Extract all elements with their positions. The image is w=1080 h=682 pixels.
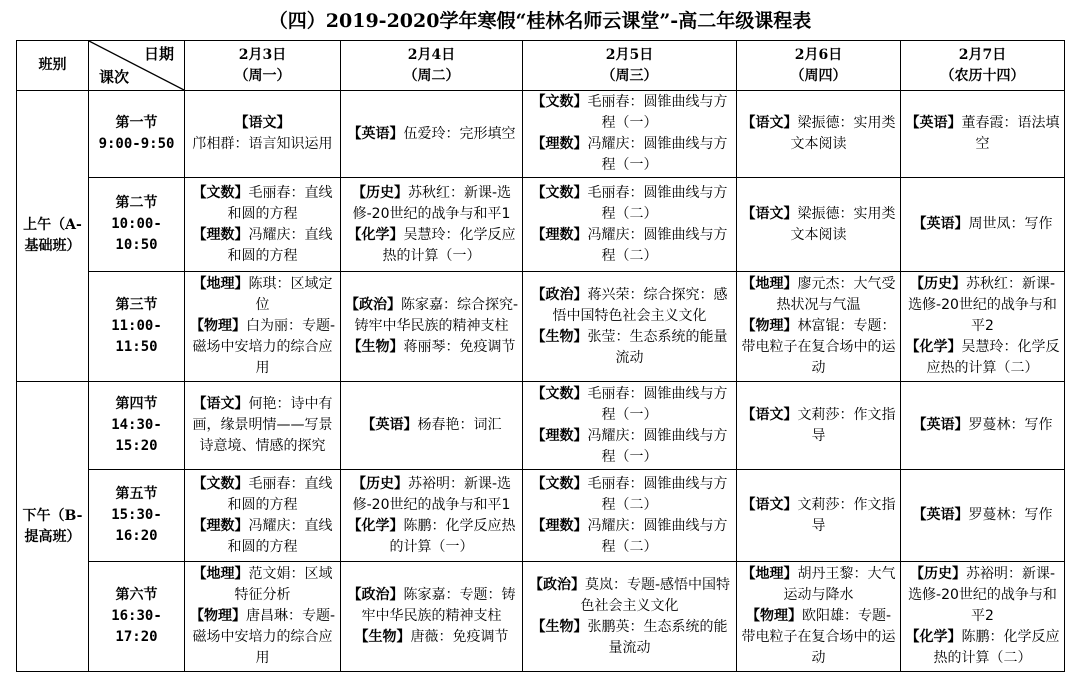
course-text: 毛丽春：圆锥曲线与方程（一） (587, 385, 728, 423)
session-label: 上午（A-基础班） (23, 217, 82, 254)
period-time: 15:30-16:20 (111, 507, 162, 544)
course-text: 胡丹王黎：大气运动与降水 (783, 566, 896, 603)
subject-tag: 【英语】 (912, 216, 969, 232)
course-text: 廖元杰：大气受热状况与气温 (776, 276, 896, 313)
course-cell (901, 382, 1065, 470)
course-text: 冯耀庆：圆锥曲线与方程（二） (587, 517, 728, 555)
subject-tag: 【英语】 (361, 417, 418, 433)
day-header (523, 41, 737, 91)
class-header: 班别 (17, 41, 89, 91)
day-weekday: （周一） (234, 67, 291, 84)
course-cell (523, 91, 737, 178)
period-time: 14:30-15:20 (111, 417, 162, 454)
day-date: 2月7日 (958, 46, 1007, 63)
course-text: 冯耀庆：直线和圆的方程 (227, 517, 333, 555)
course-text: 唐昌琳：专题-磁场中安培力的综合应用 (192, 608, 336, 666)
subject-tag: 【文数】 (531, 184, 588, 201)
subject-tag: 【语文】 (741, 496, 798, 513)
course-entry (526, 474, 733, 516)
subject-tag: 【地理】 (192, 566, 249, 582)
course-entry (904, 505, 1061, 526)
course-entry (344, 474, 519, 516)
course-text: 陈鹏：化学反应热的计算（一） (389, 517, 516, 555)
day-header (185, 41, 341, 91)
course-text: 伍爱玲：完形填空 (403, 125, 516, 142)
day-weekday: （周二） (403, 67, 460, 84)
diagonal-header (89, 41, 185, 91)
course-entry (188, 606, 337, 669)
course-cell (185, 91, 341, 178)
course-text: 范文娟：区域特征分析 (234, 566, 333, 603)
period-cell (89, 178, 185, 272)
table-row (17, 272, 1065, 382)
course-text: 罗蔓林：写作 (968, 507, 1053, 523)
subject-tag: 【理数】 (531, 136, 588, 152)
subject-tag: 【化学】 (347, 226, 404, 243)
course-text: 陈家嘉：专题：铸牢中华民族的精神支柱 (361, 587, 516, 624)
course-text: 毛丽春：圆锥曲线与方程（二） (587, 475, 728, 513)
subject-tag: 【文数】 (192, 475, 249, 492)
period-time: 16:30-17:20 (111, 608, 162, 645)
day-header (737, 41, 901, 91)
course-entry (740, 606, 897, 669)
course-entry (904, 274, 1061, 337)
table-row (17, 178, 1065, 272)
session-cell (17, 91, 89, 382)
period-time: 9:00-9:50 (98, 136, 175, 152)
course-text: 毛丽春：圆锥曲线与方程（二） (587, 184, 728, 222)
course-cell (737, 272, 901, 382)
course-entry (188, 564, 337, 606)
course-text: 杨春艳：词汇 (417, 417, 502, 433)
course-cell (737, 470, 901, 562)
course-text: 邝相群：语言知识运用 (192, 136, 333, 152)
course-entry (526, 384, 733, 426)
day-date: 2月6日 (794, 46, 843, 63)
course-entry (740, 113, 897, 155)
date-label: 日期 (143, 45, 174, 63)
subject-tag: 【地理】 (192, 276, 249, 292)
subject-tag: 【政治】 (531, 286, 588, 303)
course-text: 白为丽：专题-磁场中安培力的综合应用 (192, 318, 336, 376)
period-name: 第二节 (115, 195, 158, 211)
course-cell (523, 272, 737, 382)
course-cell (523, 382, 737, 470)
course-entry (344, 337, 519, 358)
course-text: 苏裕明：新课-选修-20世纪的战争与和平2 (908, 566, 1057, 624)
subject-tag: 【文数】 (531, 94, 588, 110)
course-entry (740, 316, 897, 379)
course-entry (526, 225, 733, 267)
period-time: 10:00-10:50 (111, 216, 162, 253)
period-cell (89, 91, 185, 178)
course-entry (188, 316, 337, 379)
course-entry (904, 564, 1061, 627)
course-cell (901, 91, 1065, 178)
subject-tag: 【生物】 (347, 339, 404, 355)
course-entry (344, 415, 519, 436)
subject-tag: 【理数】 (192, 517, 249, 534)
course-text: 毛丽春：圆锥曲线与方程（一） (587, 94, 728, 131)
course-text: 苏裕明：新课-选修-20世纪的战争与和平1 (352, 475, 512, 513)
course-text: 张莹：生态系统的能量流动 (587, 328, 728, 366)
course-text: 吴慧玲：化学反应热的计算（二） (926, 339, 1060, 376)
course-cell (185, 562, 341, 672)
subject-tag: 【文数】 (531, 475, 588, 492)
subject-tag: 【生物】 (531, 618, 588, 635)
course-text: 冯耀庆：圆锥曲线与方程（一） (587, 427, 728, 465)
subject-tag: 【理数】 (192, 226, 249, 243)
subject-tag: 【语文】 (192, 396, 249, 412)
day-date: 2月5日 (605, 46, 654, 63)
course-entry (740, 204, 897, 246)
course-text: 欧阳雄：专题-带电粒子在复合场中的运动 (741, 608, 896, 666)
course-entry (526, 285, 733, 327)
course-cell (737, 382, 901, 470)
course-text: 蒋兴荣：综合探究：感悟中国特色社会主义文化 (552, 286, 728, 324)
course-entry (904, 415, 1061, 436)
table-row (17, 382, 1065, 470)
course-entry (740, 495, 897, 537)
day-weekday: （周四） (790, 67, 847, 84)
subject-tag: 【文数】 (192, 184, 249, 201)
course-entry (740, 405, 897, 447)
subject-tag: 【语文】 (741, 115, 798, 131)
course-text: 周世凤：写作 (968, 216, 1053, 232)
course-text: 林富锟：专题：带电粒子在复合场中的运动 (741, 318, 896, 376)
period-time: 11:00-11:50 (111, 318, 162, 355)
course-text: 梁振德：实用类文本阅读 (790, 115, 896, 152)
period-cell (89, 382, 185, 470)
day-header (341, 41, 523, 91)
course-text: 陈家嘉：综合探究-铸牢中华民族的精神支柱 (354, 297, 519, 334)
course-text: 陈琪：区域定位 (248, 276, 333, 313)
course-text: 莫岚：专题-感悟中国特色社会主义文化 (580, 576, 731, 614)
course-entry (904, 113, 1061, 155)
course-cell (523, 562, 737, 672)
course-text: 何艳：诗中有画，缘景明情——写景诗意境、情感的探究 (192, 396, 333, 454)
course-entry (188, 516, 337, 558)
subject-tag: 【文数】 (531, 385, 588, 402)
course-entry (344, 585, 519, 627)
course-text: 唐薇：免疫调节 (410, 629, 509, 645)
course-entry (526, 617, 733, 659)
period-name: 第三节 (115, 297, 158, 313)
subject-tag: 【历史】 (351, 475, 408, 492)
subject-tag: 【化学】 (347, 517, 404, 534)
course-entry (344, 183, 519, 225)
course-cell (341, 91, 523, 178)
course-text: 梁振德：实用类文本阅读 (790, 205, 896, 243)
subject-tag: 【理数】 (531, 517, 588, 534)
subject-tag: 【物理】 (189, 608, 246, 624)
subject-tag: 【地理】 (741, 566, 798, 582)
day-date: 2月4日 (407, 46, 456, 63)
period-name: 第六节 (115, 587, 158, 603)
course-entry (740, 564, 897, 606)
subject-tag: 【物理】 (745, 608, 802, 624)
course-cell (523, 178, 737, 272)
day-weekday: （农历十四） (940, 67, 1025, 84)
subject-tag: 【地理】 (741, 276, 798, 292)
course-cell (185, 382, 341, 470)
course-text: 罗蔓林：写作 (968, 417, 1053, 433)
course-entry (904, 214, 1061, 235)
subject-tag: 【语文】 (234, 115, 291, 131)
subject-tag: 【语文】 (741, 406, 798, 423)
table-row (17, 562, 1065, 672)
course-cell (901, 470, 1065, 562)
course-cell (901, 562, 1065, 672)
course-entry (904, 627, 1061, 669)
course-text: 苏秋红：新课-选修-20世纪的战争与和平1 (352, 184, 512, 222)
subject-tag: 【物理】 (189, 318, 246, 334)
course-entry (526, 92, 733, 134)
course-cell (341, 382, 523, 470)
course-cell (737, 562, 901, 672)
course-text: 陈鹏：化学反应热的计算（二） (933, 629, 1060, 666)
course-text: 文莉莎：作文指导 (797, 406, 896, 444)
course-entry (740, 274, 897, 316)
course-text: 蒋丽琴：免疫调节 (403, 339, 516, 355)
session-label: 下午（B-提高班） (22, 507, 83, 545)
subject-tag: 【化学】 (905, 339, 962, 355)
subject-tag: 【历史】 (909, 276, 966, 292)
table-row (17, 91, 1065, 178)
course-entry (188, 113, 337, 155)
subject-tag: 【政治】 (344, 297, 401, 313)
course-cell (341, 470, 523, 562)
course-entry (188, 394, 337, 457)
subject-tag: 【英语】 (347, 125, 404, 142)
course-cell (341, 272, 523, 382)
course-text: 董春霞：语法填空 (961, 115, 1060, 152)
course-text: 冯耀庆：直线和圆的方程 (227, 226, 333, 264)
day-date: 2月3日 (238, 46, 287, 63)
course-text: 文莉莎：作文指导 (797, 496, 896, 534)
subject-tag: 【理数】 (531, 226, 588, 243)
period-cell (89, 470, 185, 562)
subject-tag: 【生物】 (354, 629, 411, 645)
subject-tag: 【英语】 (912, 507, 969, 523)
course-entry (344, 225, 519, 267)
course-cell (901, 272, 1065, 382)
course-text: 吴慧玲：化学反应热的计算（一） (382, 226, 516, 264)
course-entry (344, 124, 519, 145)
course-entry (526, 183, 733, 225)
subject-tag: 【历史】 (909, 566, 966, 582)
subject-tag: 【英语】 (905, 115, 962, 131)
subject-tag: 【英语】 (912, 417, 969, 433)
period-label: 课次 (99, 68, 130, 86)
course-entry (526, 516, 733, 558)
course-text: 冯耀庆：圆锥曲线与方程（二） (587, 226, 728, 264)
course-entry (188, 274, 337, 316)
course-cell (737, 91, 901, 178)
subject-tag: 【生物】 (531, 328, 588, 345)
page-title: （四）2019-2020学年寒假“桂林名师云课堂”-高二年级课程表 (268, 10, 812, 32)
course-text: 毛丽春：直线和圆的方程 (227, 184, 333, 222)
subject-tag: 【物理】 (741, 318, 798, 334)
period-name: 第一节 (115, 115, 158, 131)
period-name: 第五节 (115, 486, 158, 502)
subject-tag: 【历史】 (351, 184, 408, 201)
course-entry (188, 225, 337, 267)
course-entry (526, 327, 733, 369)
course-text: 毛丽春：直线和圆的方程 (227, 475, 333, 513)
schedule-table (16, 40, 1065, 672)
course-entry (344, 627, 519, 648)
period-cell (89, 562, 185, 672)
period-cell (89, 272, 185, 382)
subject-tag: 【化学】 (905, 629, 962, 645)
course-cell (341, 178, 523, 272)
period-name: 第四节 (115, 396, 158, 412)
course-cell (523, 470, 737, 562)
course-text: 苏秋红：新课-选修-20世纪的战争与和平2 (908, 276, 1057, 334)
day-header (901, 41, 1065, 91)
subject-tag: 【政治】 (347, 587, 404, 603)
table-row (17, 470, 1065, 562)
course-entry (904, 337, 1061, 379)
subject-tag: 【理数】 (531, 427, 588, 444)
subject-tag: 【语文】 (741, 205, 798, 222)
course-cell (737, 178, 901, 272)
course-entry (344, 516, 519, 558)
course-cell (185, 470, 341, 562)
subject-tag: 【政治】 (528, 576, 585, 593)
course-cell (341, 562, 523, 672)
course-text: 张鹏英：生态系统的能量流动 (587, 618, 728, 656)
course-cell (185, 272, 341, 382)
course-text: 冯耀庆：圆锥曲线与方程（一） (587, 136, 728, 173)
course-entry (344, 295, 519, 337)
course-entry (526, 575, 733, 617)
course-cell (185, 178, 341, 272)
course-entry (188, 183, 337, 225)
day-weekday: （周三） (601, 67, 658, 84)
course-entry (526, 426, 733, 468)
header-row (17, 41, 1065, 91)
session-cell (17, 382, 89, 672)
course-cell (901, 178, 1065, 272)
course-entry (526, 134, 733, 176)
course-entry (188, 474, 337, 516)
